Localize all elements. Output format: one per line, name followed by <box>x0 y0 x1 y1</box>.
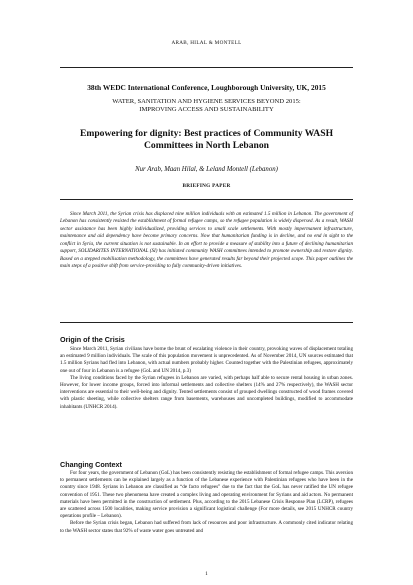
section-heading: Origin of the Crisis <box>60 335 125 344</box>
running-head: ARAB, HILAL & MONTELL <box>171 40 242 46</box>
section-context-body <box>60 470 353 535</box>
paper-title <box>50 128 363 153</box>
section-origin-body <box>60 346 353 411</box>
top-divider <box>60 67 353 68</box>
theme-line: WATER, SANITATION AND HYGIENE SERVICES BEYOND 2015: <box>112 98 301 105</box>
section-origin <box>60 335 353 344</box>
abstract: Since March 2011, the Syrian crisis has displaced nine million individuals with an estimated 1.5 million in Lebanon. The government of Lebanon has consistently resisted the establishment of formal refugee camps, so the refugee population is widely dispersed. As a result, WASH sector assistance has been highly individualized, providing services to small scale settlements. With mostly impermanent infrastructure, maintenance and aid dependency have become primary concerns. Now that humanitarian funding is in decline, and no end in sight to the conflict in Syria, the current situation is not sustainable. In an effort to provide a measure of stability into a future of declining humanitarian support, SOLIDARITES INTERNATIONAL (SI) has initiated community WASH committees intended to promote ownership and restore dignity. Based on a stepped mobilisation methodology, the committees have generated results far beyond their projected scope. This paper outlines the main steps of a positive shift from service-providing to fully community-driven initiatives. <box>60 211 353 270</box>
title-line: Empowering for dignity: Best practices of Community WASH <box>79 128 334 139</box>
section-context <box>60 460 353 469</box>
author-list: Nur Arab, Maan Hilal, & Leland Montell (Lebanon) <box>135 166 278 173</box>
abstract-bottom-divider <box>60 322 353 323</box>
paper-type-label: BRIEFING PAPER <box>182 183 231 189</box>
title-line: Committees in North Lebanon <box>144 140 269 152</box>
body-paragraph: For four years, the government of Lebanon (GoL) has been consistently resisting the establishment of formal refugee camps. This aversion to permanent settlements can be explained largely as a function of the Lebanese experience with Palestinian refugees who have been in the country since 1948. Syrians in Lebanon are classified as “de facto refugees” due to the fact that the GoL has never ratified the UN refugee convention of 1951. These two phenomena have created a complex living and operating environment for Syrians and aid actors. No permanent materials have been permitted in the construction of settlement. Plus, according to the 2015 Lebanese Crisis Response Plan (LCRP), refugees are scattered across 1500 localities, making service provision a significant logistical challenge (For more details, see 2015 UNHCR country operations profile – Lebanon). <box>60 470 353 520</box>
conference-name: 38th WEDC International Conference, Loughborough University, UK, 2015 <box>87 83 326 92</box>
body-paragraph: Before the Syrian crisis began, Lebanon had suffered from lack of resources and poor infrastructure. A commonly cited indicator relating to the WASH sector states that 92% of waste water goes untreated and <box>60 520 353 534</box>
page-number: 1 <box>205 571 208 577</box>
body-paragraph: The living conditions faced by the Syrian refugees in Lebanon are varied, with perhaps half able to secure rental housing in urban zones. However, for lower income groups, forced into informal settlements and collective shelters (14% and 27% respectively), the WASH sector interventions are essential to their well-being and dignity. Tented settlements consist of grouped dwellings constructed of wood frames covered with plastic sheeting, while collective shelters range from basements, warehouses and uncompleted buildings, modified to accommodate inhabitants (UNHCR 2014). <box>60 374 353 410</box>
body-paragraph: Since March 2011, Syrian civilians have borne the brunt of escalating violence in their country, provoking waves of displacement totaling an estimated 9 million individuals. The scale of this population movement is unprecedented. As of November 2014, UN sources estimated that 1.5 million Syrians had fled into Lebanon, with actual numbers probably higher. Counted together with the Palestinian refugees, approximately one out of four in Lebanon is a refugee (GoL and UN 2014, p.3) <box>60 346 353 374</box>
conference-theme <box>50 98 363 114</box>
abstract-top-divider <box>60 199 353 200</box>
section-heading: Changing Context <box>60 460 122 469</box>
theme-line: IMPROVING ACCESS AND SUSTAINABILITY <box>139 106 274 114</box>
